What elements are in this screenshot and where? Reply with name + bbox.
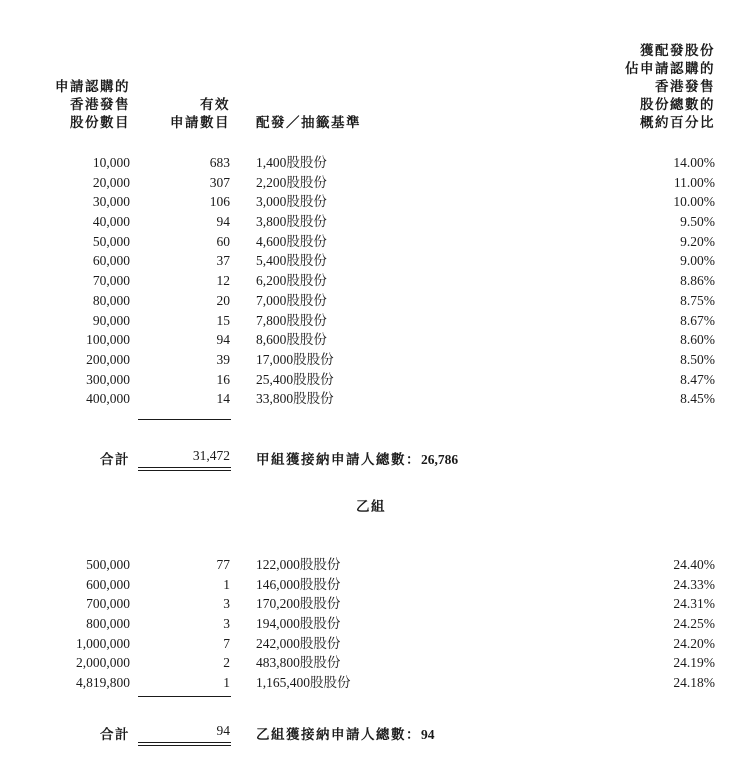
allocation-percentage-cell: 24.18% [673,675,715,691]
table-row [0,212,750,232]
application-size-cell: 600,000 [86,576,130,592]
application-size-cell: 500,000 [86,557,130,572]
allocation-percentage-cell: 24.20% [673,635,715,651]
table-row [0,153,750,173]
table-row [0,311,750,331]
group-a-total-label: 合計 [100,452,130,468]
application-size-cell: 50,000 [92,233,130,249]
allocation-basis-cell: 1,165,400股股份 [256,675,351,691]
group-a-table [0,153,750,409]
allocation-percentage-cell: 8.45% [680,391,715,407]
allocation-percentage-cell: 8.47% [680,371,715,387]
allocation-basis-cell: 6,200股股份 [256,273,327,289]
accepted-label: 甲組獲接納申請人總數： [256,452,421,468]
allocation-basis-cell: 17,000股股份 [256,351,334,367]
application-size-cell: 10,000 [92,155,130,170]
header-line: 股份總數的 [640,97,715,113]
valid-applications-cell: 94 [216,214,230,230]
application-size-cell: 300,000 [86,371,130,387]
allocation-basis-cell: 4,600股股份 [256,233,327,249]
table-row [0,594,750,614]
allocation-basis-cell: 122,000股股份 [256,557,341,572]
header-line: 佔申請認購的 [625,61,715,77]
application-size-cell: 2,000,000 [76,655,130,671]
allocation-basis-cell: 7,000股股份 [256,292,327,308]
header-line: 香港發售 [655,79,715,95]
allocation-percentage-cell: 24.25% [673,616,715,632]
allocation-basis-cell: 242,000股股份 [256,635,341,651]
header-allocation-basis [256,114,361,132]
application-size-cell: 1,000,000 [76,635,130,651]
allocation-percentage-cell: 8.86% [680,273,715,289]
application-size-cell: 40,000 [92,214,130,230]
valid-applications-cell: 106 [209,194,230,210]
valid-applications-cell: 37 [216,253,230,269]
allocation-percentage-cell: 9.20% [680,233,715,249]
valid-applications-cell: 2 [223,655,230,671]
table-row [0,634,750,654]
accepted-value: 26,786 [421,452,459,467]
valid-applications-cell: 1 [223,576,230,592]
valid-applications-cell: 60 [216,233,230,249]
application-size-cell: 20,000 [92,174,130,190]
allocation-percentage-cell: 8.60% [680,332,715,348]
allocation-percentage-cell: 14.00% [673,155,715,170]
header-line: 申請數目 [170,115,230,131]
valid-applications-cell: 39 [216,351,230,367]
valid-applications-cell: 20 [216,292,230,308]
allocation-percentage-cell: 8.75% [680,292,715,308]
subtotal-rule [138,419,231,420]
valid-applications-cell: 307 [209,174,230,190]
header-line: 申請認購的 [55,79,130,95]
allocation-percentage-cell: 24.33% [673,576,715,592]
allocation-basis-cell: 194,000股股份 [256,616,341,632]
allocation-percentage-cell: 10.00% [673,194,715,210]
table-row [0,575,750,595]
header-line: 香港發售 [70,97,130,113]
table-row [0,389,750,409]
group-b-accepted-applicants [256,723,435,743]
table-row [0,271,750,291]
allocation-basis-cell: 170,200股股份 [256,596,341,612]
allocation-basis-cell: 3,000股股份 [256,194,327,210]
table-row [0,673,750,693]
header-line: 股份數目 [70,115,130,131]
header-line: 配發／抽籤基準 [256,115,361,131]
table-row [0,232,750,252]
table-row [0,614,750,634]
application-size-cell: 100,000 [86,332,130,348]
application-size-cell: 700,000 [86,596,130,612]
allocation-percentage-cell: 8.67% [680,312,715,328]
group-b-total-label: 合計 [100,727,130,743]
accepted-value: 94 [421,727,435,742]
header-line: 概約百分比 [640,115,715,131]
valid-applications-cell: 15 [216,312,230,328]
valid-applications-cell: 14 [216,391,230,407]
allocation-basis-cell: 33,800股股份 [256,391,334,407]
allocation-percentage-cell: 24.19% [673,655,715,671]
header-line: 有效 [200,97,230,113]
application-size-cell: 4,819,800 [76,675,130,691]
header-allocation-percentage [625,42,715,132]
header-line: 獲配發股份 [640,43,715,59]
table-row [0,192,750,212]
allocation-percentage-cell: 11.00% [673,174,715,190]
allocation-percentage-cell: 24.31% [673,596,715,612]
total-double-rule [138,742,231,746]
accepted-label: 乙組獲接納申請人總數： [256,727,421,743]
subtotal-rule [138,696,231,697]
table-row [0,330,750,350]
table-row [0,291,750,311]
allocation-percentage-cell: 24.40% [673,557,715,572]
table-row [0,653,750,673]
allocation-percentage-cell: 9.00% [680,253,715,269]
valid-applications-cell: 683 [209,155,230,170]
application-size-cell: 400,000 [86,391,130,407]
table-row [0,555,750,575]
valid-applications-cell: 3 [223,596,230,612]
allocation-percentage-cell: 9.50% [680,214,715,230]
total-double-rule [138,467,231,471]
allocation-basis-cell: 1,400股股份 [256,155,327,170]
allocation-basis-cell: 483,800股股份 [256,655,341,671]
application-size-cell: 60,000 [92,253,130,269]
allocation-basis-cell: 7,800股股份 [256,312,327,328]
application-size-cell: 200,000 [86,351,130,367]
header-valid-applications [170,96,230,132]
table-row [0,370,750,390]
application-size-cell: 90,000 [92,312,130,328]
valid-applications-cell: 94 [216,332,230,348]
valid-applications-cell: 7 [223,635,230,651]
allocation-percentage-cell: 8.50% [680,351,715,367]
table-row [0,173,750,193]
allocation-basis-cell: 8,600股股份 [256,332,327,348]
allocation-basis-cell: 3,800股股份 [256,214,327,230]
group-a-accepted-applicants [256,448,458,468]
table-row [0,251,750,271]
application-size-cell: 80,000 [92,292,130,308]
valid-applications-cell: 3 [223,616,230,632]
allocation-basis-cell: 5,400股股份 [256,253,327,269]
allocation-basis-cell: 146,000股股份 [256,576,341,592]
application-size-cell: 70,000 [92,273,130,289]
group-a-total-count: 31,472 [192,448,230,463]
group-b-table [0,555,750,693]
allocation-basis-cell: 2,200股股份 [256,174,327,190]
application-size-cell: 30,000 [92,194,130,210]
header-application-size [55,78,130,132]
valid-applications-cell: 1 [223,675,230,691]
valid-applications-cell: 12 [216,273,230,289]
group-b-title: 乙組 [356,499,386,515]
allocation-basis-cell: 25,400股股份 [256,371,334,387]
table-row [0,350,750,370]
group-b-total-count: 94 [216,723,230,738]
valid-applications-cell: 77 [216,557,230,572]
application-size-cell: 800,000 [86,616,130,632]
valid-applications-cell: 16 [216,371,230,387]
